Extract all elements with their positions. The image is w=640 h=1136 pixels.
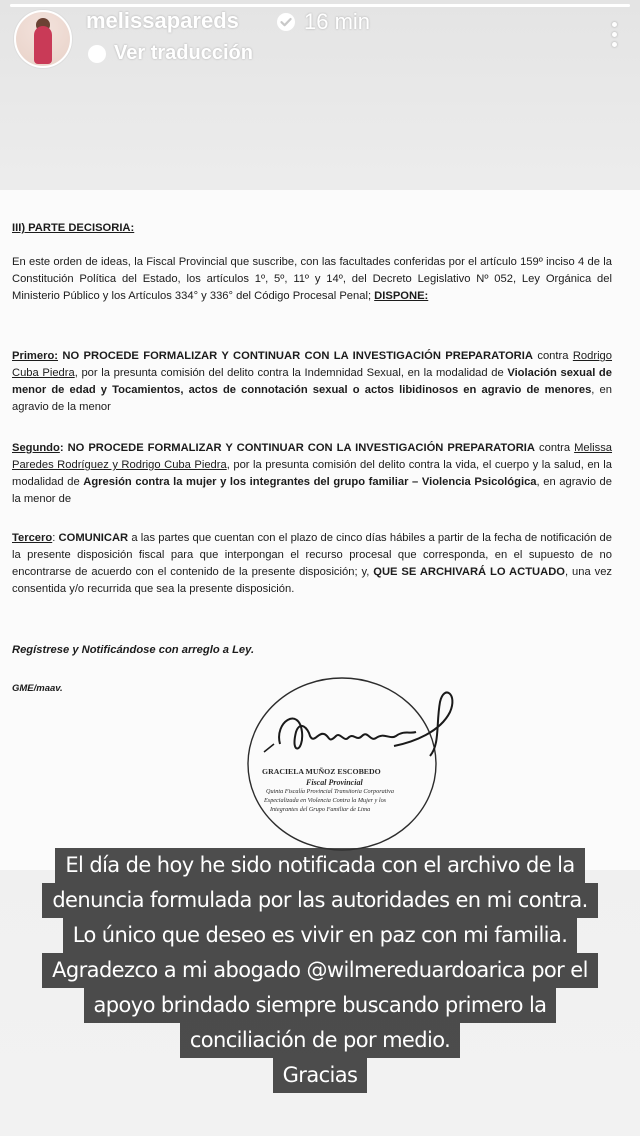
segundo-label: Segundo [12, 442, 60, 454]
segundo-tail: , en agravio de la menor de [12, 476, 612, 505]
segundo-offense: Agresión contra la mujer y los integrantes del grupo familiar – Violencia Psicológica [83, 476, 537, 488]
story-header [0, 0, 640, 80]
tercero-colon: : [52, 532, 59, 544]
segundo-paragraph [12, 440, 612, 508]
caption-line: El día de hoy he sido notificada con el archivo de la [55, 848, 584, 883]
stamp-line1: Quinta Fiscalía Provincial Transitoria Corporativa [266, 788, 394, 795]
intro-paragraph [12, 254, 612, 305]
more-options-icon[interactable] [610, 22, 618, 52]
tercero-tail: , una vez consentida y/o recurrida que sea la presente disposición. [12, 566, 613, 595]
caption-line: denuncia formulada por las autoridades en mi contra. [42, 883, 597, 918]
legal-document-image [0, 190, 640, 870]
primero-pre: contra [537, 350, 573, 362]
caption-line: apoyo brindado siempre buscando primero la [84, 988, 557, 1023]
initials: GME/maav. [12, 683, 63, 694]
intro-text: En este orden de ideas, la Fiscal Provincial que suscribe, con las facultades conferidas por el artículo 159º inciso 4 de la Constitución Política del Estado, los artículos 1º, 5º, 11º y 14º, del Decreto Legislativo Nº 052, Ley Orgánica del Ministerio Público y los Artículos 334° y 336° del Código Procesal Penal; [12, 256, 612, 302]
story-caption [0, 848, 640, 1093]
primero-label: Primero: [12, 350, 59, 362]
signature-stamp [244, 672, 474, 862]
avatar[interactable] [14, 10, 72, 68]
primero-tail: , en agravio de la menor [12, 384, 612, 413]
tercero-comunicar: COMUNICAR [58, 532, 129, 544]
stamp-name: GRACIELA MUÑOZ ESCOBEDO [262, 767, 381, 776]
translate-button[interactable] [88, 42, 253, 65]
translate-icon [88, 45, 106, 63]
stamp-line2: Especializada en Violencia Contra la Mujer y los [264, 797, 387, 804]
primero-text: , por la presunta comisión del delito contra la Indemnidad Sexual, en la modalidad de [74, 367, 508, 379]
stamp-line3: Integrantes del Grupo Familiar de Lima [270, 806, 371, 813]
verified-badge-icon [276, 12, 296, 32]
username[interactable]: melissapareds [86, 8, 239, 33]
segundo-text: , por la presunta comisión del delito contra la vida, el cuerpo y la salud, en la modalidad de [12, 459, 612, 488]
primero-offense: Violación sexual de menor de edad y Tocamientos, actos de connotación sexual o actos libidinosos en agravio de menores [12, 367, 612, 396]
stamp-title: Fiscal Provincial [306, 778, 363, 787]
caption-line: conciliación de por medio. [180, 1023, 460, 1058]
tercero-paragraph [12, 530, 612, 598]
tercero-archivara: QUE SE ARCHIVARÁ LO ACTUADO [373, 566, 565, 578]
translate-label: Ver traducción [114, 42, 253, 64]
section-title: III) PARTE DECISORIA: [12, 222, 135, 234]
story-timestamp: 16 min [304, 9, 371, 34]
segundo-heading: : NO PROCEDE FORMALIZAR Y CONTINUAR CON LA INVESTIGACIÓN PREPARATORIA [59, 442, 535, 454]
segundo-party: Melissa Paredes Rodríguez y Rodrigo Cuba Piedra [12, 442, 613, 471]
caption-line-mention[interactable]: Agradezco a mi abogado @wilmereduardoarica por el [42, 953, 598, 988]
primero-party: Rodrigo Cuba Piedra [12, 350, 613, 379]
tercero-label: Tercero [12, 532, 53, 544]
tercero-text: a las partes que cuentan con el plazo de cinco días hábiles a partir de la fecha de notificación de la presente disposición fiscal para que interpongan el recurso procesal que corresponda, en el supuesto de no encontrarse de acuerdo con el contenido de la presente disposición; y, [12, 532, 612, 578]
primero-heading: NO PROCEDE FORMALIZAR Y CONTINUAR CON LA INVESTIGACIÓN PREPARATORIA [58, 350, 533, 362]
segundo-pre: contra [539, 442, 575, 454]
closing-line: Regístrese y Notificándose con arreglo a Ley. [12, 644, 255, 656]
dispone-label: DISPONE: [374, 290, 429, 302]
caption-line: Lo único que deseo es vivir en paz con mi familia. [63, 918, 578, 953]
caption-line: Gracias [273, 1058, 368, 1093]
primero-paragraph [12, 348, 612, 416]
